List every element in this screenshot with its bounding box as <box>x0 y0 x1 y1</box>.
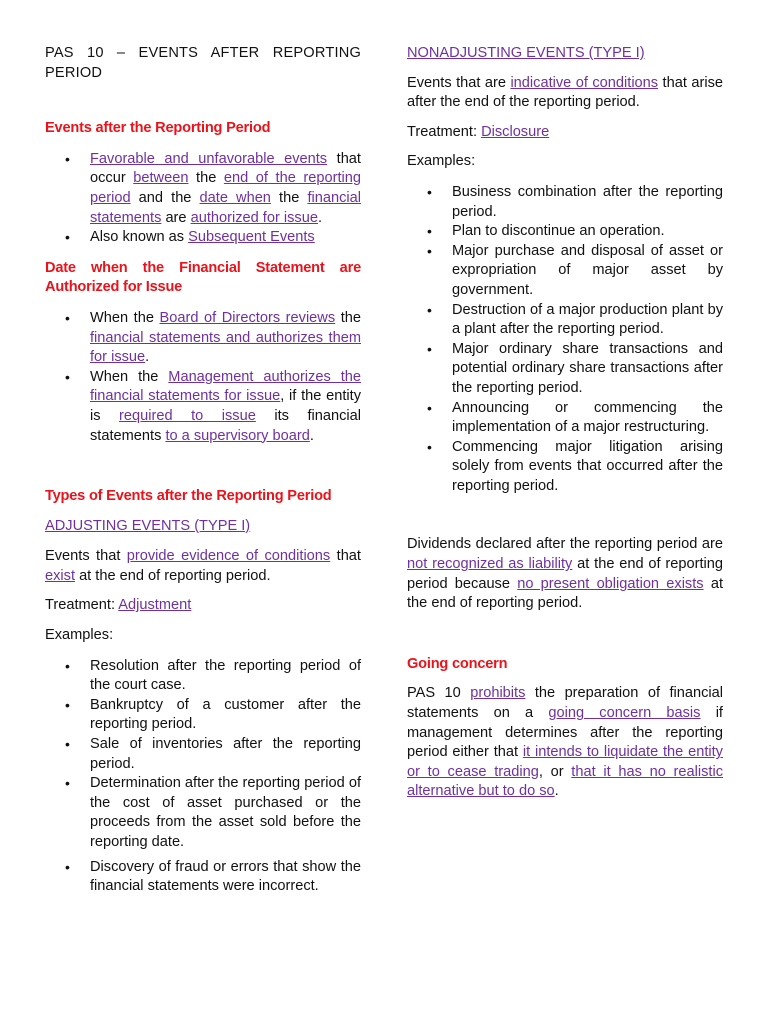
nonadjusting-events-heading: NONADJUSTING EVENTS (TYPE I) <box>407 45 645 61</box>
going-concern-paragraph: PAS 10 prohibits the preparation of financial statements on a going concern basis if management determines after the reporting period either that it intends to liquidate the entity or to cease trading, or that it has no realistic alternative but to do so. <box>407 685 723 800</box>
link-text: that it has no realistic alternative but to do so <box>407 763 723 800</box>
list-item: • Also known as Subsequent Events <box>45 228 361 248</box>
link-text: end of the reporting period <box>90 170 361 206</box>
link-text: date when <box>199 189 271 206</box>
link-text: financial statements and authorizes them for issue <box>90 329 361 366</box>
section-heading-going-concern: Going concern <box>407 655 508 672</box>
link-text: going concern basis <box>548 705 701 722</box>
link-text: Favorable and unfavorable events <box>90 150 328 167</box>
list-item: • Resolution after the reporting period of the court case. <box>45 657 361 696</box>
link-text: prohibits <box>470 685 526 702</box>
link-text: Management authorizes the financial statements for issue <box>90 368 361 405</box>
link-text: Subsequent Events <box>188 229 315 246</box>
list-item: • Plan to discontinue an operation. <box>407 222 723 242</box>
link-text: Adjustment <box>118 597 192 614</box>
left-column <box>45 44 361 897</box>
list-item: • Favorable and unfavorable events that occur between the end of the reporting period and the date when the financial statements are authorized for issue. <box>45 150 361 228</box>
adjusting-events-heading: ADJUSTING EVENTS (TYPE I) <box>45 517 251 534</box>
list-item: • When the Board of Directors reviews the financial statements and authorizes them for issue. <box>45 309 361 368</box>
list-item: • Announcing or commencing the implementation of a major restructuring. <box>407 399 723 438</box>
list-item: • Bankruptcy of a customer after the reporting period. <box>45 696 361 735</box>
nonadjusting-treatment: Treatment: Disclosure <box>407 123 550 140</box>
link-text: Disclosure <box>481 123 550 140</box>
list-item: • Commencing major litigation arising solely from events that occurred after the reporting period. <box>407 438 723 497</box>
link-text: authorized for issue <box>190 209 318 226</box>
nonadjusting-examples-label: Examples: <box>407 153 476 170</box>
adjusting-events-definition: Events that provide evidence of conditions that exist at the end of reporting period. <box>45 548 361 584</box>
list-item: • Business combination after the reporting period. <box>407 183 723 222</box>
right-column <box>407 44 723 802</box>
nonadjusting-examples-list <box>407 183 723 497</box>
adjusting-treatment: Treatment: Adjustment <box>45 597 192 614</box>
adjusting-examples-list <box>45 657 361 897</box>
link-text: between <box>133 170 189 187</box>
link-text: provide evidence of conditions <box>126 548 331 565</box>
dividends-paragraph: Dividends declared after the reporting period are not recognized as liability at the end of reporting period because no present obligation exists at the end of reporting period. <box>407 536 723 612</box>
link-text: financial statements <box>90 189 361 226</box>
nonadjusting-events-definition: Events that are indicative of conditions that arise after the end of the reporting period. <box>407 74 723 111</box>
list-item: • Determination after the reporting period of the cost of asset purchased or the proceeds from the asset sold before the reporting date. <box>45 774 361 852</box>
events-after-list <box>45 150 361 248</box>
link-text: exist <box>45 567 76 584</box>
link-text: not recognized as liability <box>407 556 573 573</box>
link-text: indicative of conditions <box>510 74 659 91</box>
section-heading-events-after: Events after the Reporting Period <box>45 120 271 137</box>
list-item: • Destruction of a major production plant by a plant after the reporting period. <box>407 301 723 340</box>
link-text: no present obligation exists <box>517 575 704 592</box>
link-text: Board of Directors reviews <box>159 309 336 326</box>
list-item: • Discovery of fraud or errors that show the financial statements were incorrect. <box>45 858 361 897</box>
link-text: required to issue <box>119 407 256 424</box>
document-title: PAS 10 – EVENTS AFTER REPORTING PERIOD <box>45 45 361 81</box>
list-item: • Major ordinary share transactions and potential ordinary share transactions after the reporting period. <box>407 340 723 399</box>
link-text: to a supervisory board <box>165 427 310 444</box>
link-text: it intends to liquidate the entity or to cease trading <box>407 744 723 780</box>
section-heading-authorized: Date when the Financial Statement are Authorized for Issue <box>45 259 361 296</box>
section-heading-types: Types of Events after the Reporting Period <box>45 488 332 505</box>
list-item: • Major purchase and disposal of asset or expropriation of major asset by government. <box>407 242 723 301</box>
authorized-list <box>45 309 361 446</box>
list-item: • Sale of inventories after the reporting period. <box>45 735 361 774</box>
list-item: • When the Management authorizes the financial statements for issue, if the entity is required to issue its financial statements to a supervisory board. <box>45 368 361 446</box>
adjusting-examples-label: Examples: <box>45 627 114 644</box>
